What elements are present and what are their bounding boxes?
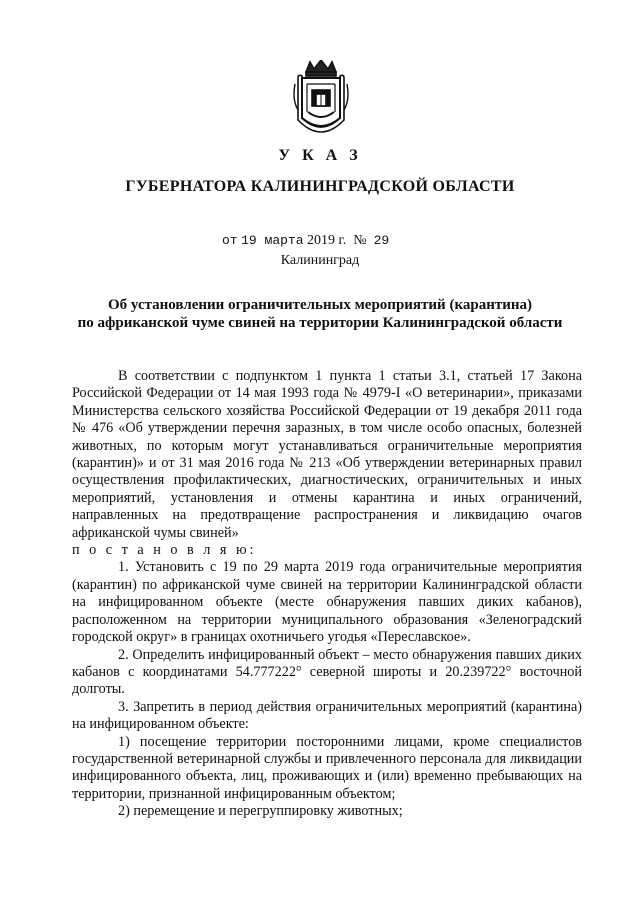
number-value: 29 [373, 233, 390, 248]
coat-of-arms-icon [292, 60, 350, 138]
document-kind: У К А З [278, 147, 362, 164]
item-2: 2. Определить инфицированный объект – место обнаружения павших диких кабанов с координатами 54.777222° северной широты и 20.239722° восточной долготы. [72, 646, 582, 698]
subject-line-1: Об установлении ограничительных мероприятий (карантина) [107, 297, 532, 313]
document-title: ГУБЕРНАТОРА КАЛИНИНГРАДСКОЙ ОБЛАСТИ [125, 178, 515, 195]
date-year: 2019 г. [307, 233, 347, 248]
date-prefix: от [222, 233, 238, 248]
number-label: № [353, 233, 367, 248]
item-3-2: 2) перемещение и перегруппировку животных; [118, 803, 403, 820]
subject [60, 296, 580, 332]
item-3-1: 1) посещение территории посторонними лицами, кроме специалистов государственной ветеринарной службы и привлеченного персонала для ликвидации инфицированного объекта, лиц, проживающих и (или) временно пребывающих на территории, признанной инфицированным объектом; [72, 733, 582, 802]
subject-line-2: по африканской чуме свиней на территории Калининградской области [77, 315, 563, 331]
item-3: 3. Запретить в период действия ограничительных мероприятий (карантина) на инфицированном объекте: [72, 698, 582, 733]
date-value: 19 марта [241, 233, 304, 248]
preamble: В соответствии с подпунктом 1 пункта 1 статьи 3.1, статьей 17 Закона Российской Федерации от 14 мая 1993 года № 4979-I «О ветеринарии», приказами Министерства сельского хозяйства Российской Федерации от 19 декабря 2011 года № 476 «Об утверждении перечня заразных, в том числе особо опасных, болезней животных, по которым могут устанавливаться ограничительные мероприятия (карантин)» и от 31 мая 2016 года № 213 «Об утверждении ветеринарных правил осуществления профилактических, диагностических, ограничительных и иных мероприятий, установления и отмены карантина и иных ограничений, направленных на предотвращение распространения и ликвидацию очагов африканской чумы свиней» [72, 368, 582, 541]
city: Калининград [280, 253, 360, 268]
date-line [222, 233, 389, 249]
document-body [72, 368, 582, 821]
decree-word: п о с т а н о в л я ю: [72, 542, 257, 559]
item-1: 1. Установить с 19 по 29 марта 2019 года ограничительные мероприятия (карантин) по африканской чуме свиней на территории Калининградской области на инфицированном объекте (месте обнаружения павших диких кабанов), расположенном на территории муниципального образования «Зеленоградский городской округ» в границах охотничьего угодья «Переславское». [72, 559, 582, 646]
